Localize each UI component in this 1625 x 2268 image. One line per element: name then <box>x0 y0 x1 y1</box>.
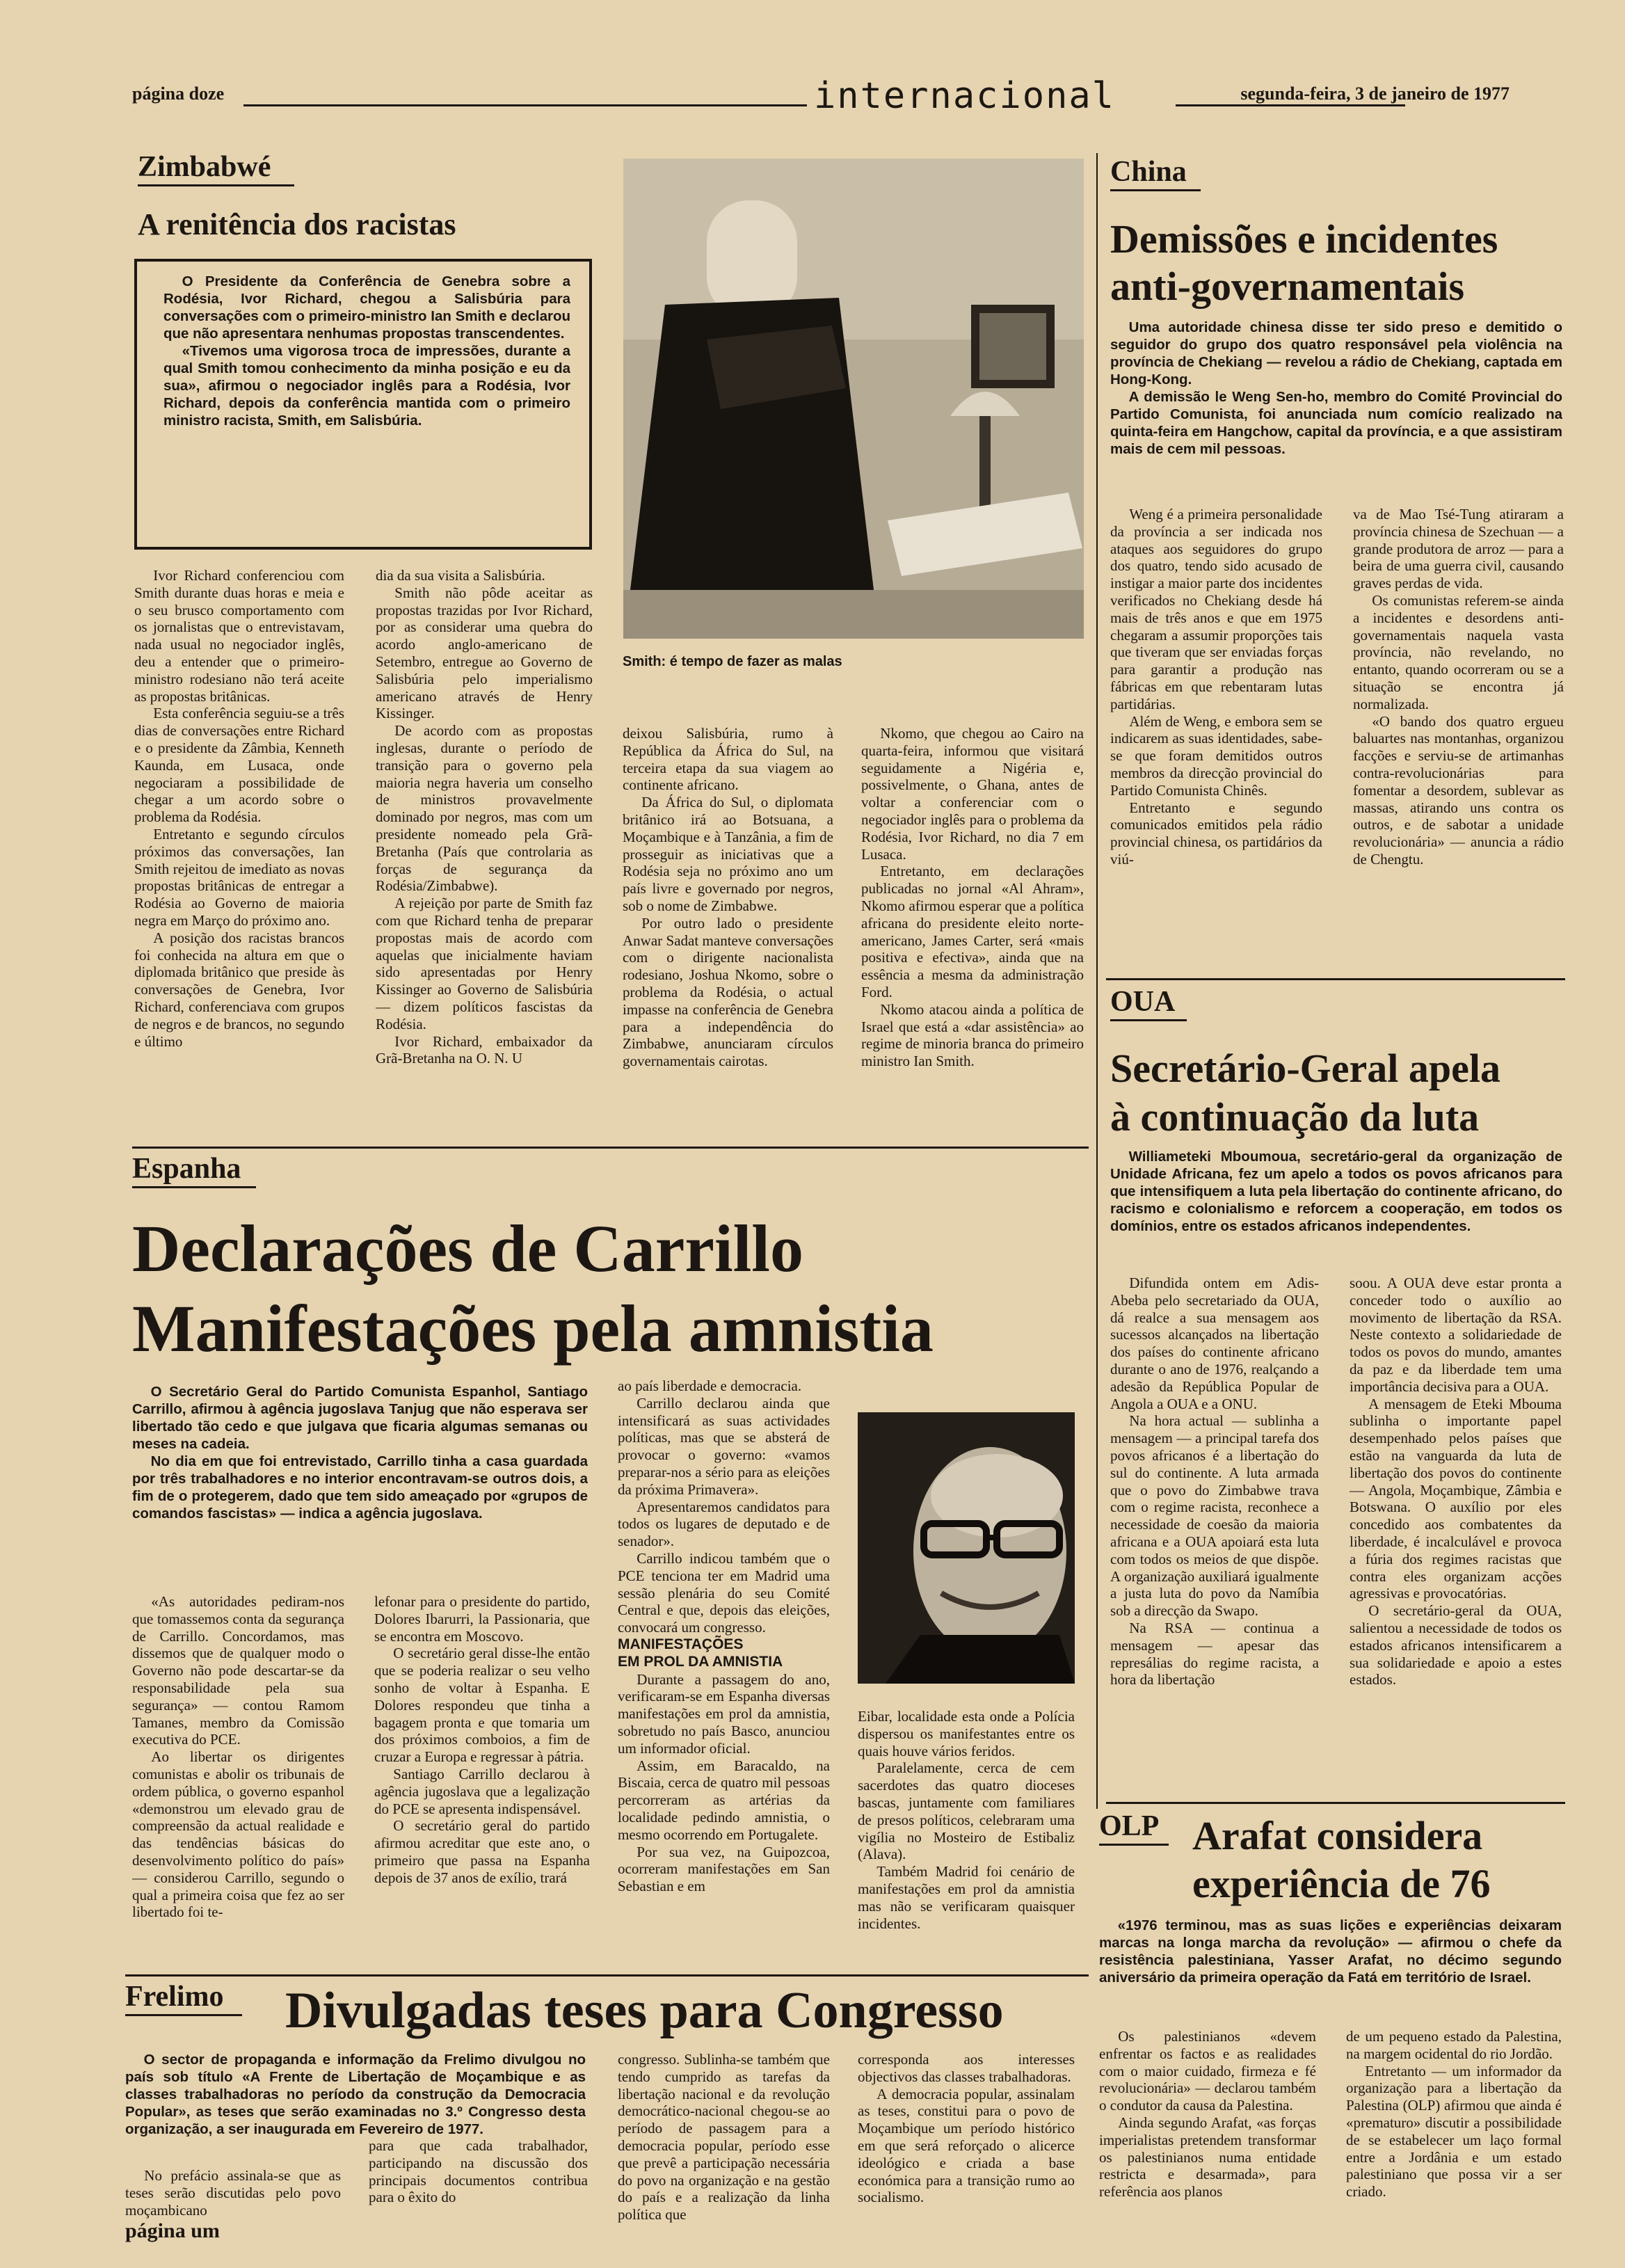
paragraph: congresso. Sublinha-se também que tendo cumprido as tarefas da libertação nacional e da revolução democrático-nacional chegou-se ao período de passagem para a democracia popular, período esse que prevê a participação necessária do povo na organização e na gestão do país e a realização da linha política que <box>618 2051 830 2223</box>
masthead <box>132 75 1510 124</box>
article-column <box>1353 506 1564 973</box>
headline-espanha-line1: Declarações de Carrillo <box>132 1211 803 1286</box>
paragraph: No prefácio assinala-se que as teses serão discutidas pelo povo moçambicano <box>125 2167 341 2219</box>
paragraph: De acordo com as propostas inglesas, durante o período de transição para o governo pela maioria negra haveria um conselho de ministros provavelmente dominado por negros, mas com um presidente nomeado pela Grã-Bretanha (País que controlaria as forças de segurança da Rodésia/Zimbabwe). <box>376 722 593 895</box>
paragraph: O secretário-geral da OUA, salientou a necessidade de todos os estados africanos intensificarem a sua solidariedade e apoio a estes estados. <box>1350 1602 1562 1688</box>
paragraph: Na hora actual — sublinha a mensagem — a principal tarefa dos povos africanos é a libertação do sul do continente. A luta armada que o povo do Zimbabwe trava com o regime racista, reconhece a necessidade de coesão da maioria africana e a OUA apoiará esta luta com todos os meios de que dispõe. A organização auxiliará igualmente a justa luta do povo da Namíbia sob a direcção da Swapo. <box>1110 1412 1319 1620</box>
paragraph: Além de Weng, e embora sem se indicarem as suas identidades, sabe-se que foram demitidos outros membros da direcção provincial do Partido Comunista Chinês. <box>1110 712 1322 799</box>
paragraph: Entretanto, em declarações publicadas no jornal «Al Ahram», Nkomo afirmou esperar que a política africana do presidente eleito norte-americano, James Carter, será «mais positiva e efectiva», ainda que na essência a mesma da administração Ford. <box>861 863 1084 1000</box>
paragraph: Paralelamente, cerca de cem sacerdotes das quatro dioceses bascas, juntamente com familiares de presos políticos, celebraram uma vigília no Mosteiro de Estibaliz (Alava). <box>858 1759 1075 1863</box>
photo-smith <box>623 159 1084 677</box>
article-column <box>125 2167 341 2265</box>
paragraph: Ainda segundo Arafat, «as forças imperialistas pretendem transformar os palestinianos numa entidade restricta e desarmada», para referência aos planos <box>1099 2114 1316 2201</box>
divider <box>1106 1802 1565 1804</box>
kicker-oua: OUA <box>1110 986 1176 1018</box>
page-jump: página um <box>125 2219 220 2243</box>
paragraph: A posição dos racistas brancos foi conhecida na altura em que o diplomada britânico que preside às conversações de Genebra, Ivor Richard, conferenciava com grupos de negros e de brancos, no segundo e último <box>134 929 344 1050</box>
paragraph: Carrillo declarou ainda que intensificará as suas actividades políticas, mas que se absterá de provocar o governo: «vamos preparar-nos a sério para as eleições da próxima Primavera». <box>618 1394 830 1498</box>
lead-paragraph: Uma autoridade chinesa disse ter sido preso e demitido o seguidor do grupo dos quatro responsável pela violência na província de Chekiang — revelou a rádio de Chekiang, captada em Hong-Kong. <box>1110 319 1562 388</box>
lead-paragraph: Williameteki Mboumoua, secretário-geral da organização de Unidade Africana, fez um apelo a todos os povos africanos para que intensifiquem a luta pela libertação do continente africano, do racismo e colonialismo e reforcem a cooperação, em todos os domínios, entre os estados africanos independentes. <box>1110 1149 1562 1234</box>
article-column <box>369 2137 588 2266</box>
paragraph: Ivor Richard, embaixador da Grã-Bretanha na O. N. U <box>376 1032 593 1067</box>
paragraph: ao país liberdade e democracia. <box>618 1377 802 1394</box>
paragraph: deixou Salisbúria, rumo à República da África do Sul, na terceira etapa da sua viagem ao continente africano. <box>623 725 833 794</box>
paragraph: Smith não pôde aceitar as propostas trazidas por Ivor Richard, por as considerar uma quebra do acordo anglo-americano de Setembro, entregue ao Governo de Salisbúria pelo imperialismo americano através de Henry Kissinger. <box>376 584 593 722</box>
kicker-underline <box>1110 1019 1187 1021</box>
subheading: EM PROL DA AMNISTIA <box>618 1653 783 1670</box>
lead-paragraph: O Secretário Geral do Partido Comunista Espanhol, Santiago Carrillo, afirmou à agência jugoslava Tanjug que não esperava ser libertado tão cedo e que julgava que ficaria algumas semanas ou meses na cadeia. <box>132 1384 588 1452</box>
lead-china <box>1110 319 1562 501</box>
paragraph: «As autoridades pediram-nos que tomassemos conta da segurança de Carrillo. Concordamos, mas dissemos que de qualquer modo o Governo não pode descartar-se da responsabilidade pela sua segurança» — contou Ramom Tamanes, membro da Comissão executiva do PCE. <box>132 1593 344 1748</box>
kicker-zimbabwe: Zimbabwé <box>138 151 271 183</box>
paragraph: lefonar para o presidente do partido, Dolores Ibarurri, la Passionaria, que se encontra em Moscovo. <box>374 1593 590 1645</box>
column-divider <box>1096 153 1098 1809</box>
article-column <box>618 2051 830 2267</box>
paragraph: Santiago Carrillo declarou à agência jugoslava que a legalização do PCE se apresenta indispensável. <box>374 1765 590 1817</box>
article-column <box>1346 2028 1562 2258</box>
paragraph: Por outro lado o presidente Anwar Sadat manteve conversações com o dirigente nacionalista rodesiano, Joshua Nkomo, sobre o problema da Rodésia, o actual impasse na conferência de Genebra para a independência do Zimbabwe, anunciaram círculos governamentais cairotas. <box>623 914 833 1070</box>
divider <box>1106 978 1565 980</box>
kicker-underline <box>1099 1844 1169 1846</box>
paragraph: Entretanto e segundo comunicados emitidos pela rádio provincial chinesa, os partidários da viú- <box>1110 799 1322 868</box>
lead-paragraph: A demissão le Weng Sen-ho, membro do Comité Provincial do Partido Comunista, foi anunciada num comício realizado na quinta-feira em Hangchow, capital da província, e a que assistiram mais de cem mil pessoas. <box>1110 389 1562 457</box>
headline-olp-line1: Arafat considera <box>1192 1813 1483 1858</box>
paragraph: de um pequeno estado da Palestina, na margem ocidental do rio Jordão. <box>1346 2028 1562 2062</box>
photo-carrillo <box>858 1412 1075 1684</box>
paragraph: O secretário geral disse-lhe então que se poderia realizar o seu velho sonho de voltar à Espanha. E Dolores respondeu que tinha a bagagem pronta e que tomaria um dos próximos comboios, a fim de cruzar a Europa e regressar à pátria. <box>374 1645 590 1766</box>
paragraph: va de Mao Tsé-Tung atiraram a província chinesa de Szechuan — a grande produtora de arroz — para a beira de uma guerra civil, causando graves perdas de vida. <box>1353 506 1564 592</box>
photo-carrillo-drawing <box>858 1412 1075 1684</box>
headline-china-line2: anti-governamentais <box>1110 264 1465 309</box>
paragraph: O secretário geral do partido afirmou acreditar que este ano, o primeiro que passa na Espanha depois de 37 anos de exílio, trará <box>374 1817 590 1886</box>
photo-caption-smith: Smith: é tempo de fazer as malas <box>623 654 842 669</box>
lead-paragraph: No dia em que foi entrevistado, Carrillo tinha a casa guardada por três trabalhadores e no interior encontravam-se outros dois, a fim de o protegerem, dado que tem sido ameaçado por «grupos de comandos fascistas» — indica a agência jugoslava. <box>132 1453 588 1522</box>
masthead-rule-right <box>1176 104 1405 106</box>
section-title: internacional <box>814 75 1115 117</box>
paragraph: Assim, em Baracaldo, na Biscaia, cerca de quatro mil pessoas percorreram as artérias da localidade pedindo amnistia, o mesmo ocorrendo em Portugalete. <box>618 1757 830 1843</box>
article-column <box>134 567 344 1137</box>
article-column <box>1350 1275 1562 1796</box>
paragraph: Entretanto e segundo círculos próximos das conversações, Ian Smith rejeitou de imediato as novas propostas britânicas de entregar a Rodésia ao Governo de maioria negra em Março do próximo ano. <box>134 825 344 929</box>
paragraph: Nkomo, que chegou ao Cairo na quarta-feira, informou que visitará seguidamente a Nigéria e, possivelmente, o Ghana, antes de voltar a conferenciar com o negociador inglês para o problema da Rodésia, Ivor Richard, no dia 7 em Lusaca. <box>861 725 1084 863</box>
article-column <box>1099 2028 1316 2258</box>
lead-paragraph: O sector de propaganda e informação da Frelimo divulgou no país sob título «A Frente de Libertação de Moçambique e as classes trabalhadoras no período da construção da Democracia Popular», as teses que serão examinadas no 3.º Congresso desta organização, a ser inaugurada em Fevereiro de 1977. <box>125 2052 586 2137</box>
divider <box>132 1147 1089 1149</box>
article-column <box>858 1708 1075 1969</box>
paragraph: Também Madrid foi cenário de manifestações em prol da amnistia mas não se verificaram quaisquer incidentes. <box>858 1863 1075 1932</box>
paragraph: Ivor Richard conferenciou com Smith durante duas horas e meia e o seu brusco comportamento com os jornalistas que o entrevistavam, nada usual no negociador inglês, deu a entender que o primeiro-ministro rodesiano não terá aceite as propostas britânicas. <box>134 567 344 705</box>
kicker-underline <box>1110 189 1201 191</box>
lead-espanha <box>132 1383 588 1613</box>
paragraph: A democracia popular, assinalam as teses, constitui para o povo de Moçambique um período histórico em que será reforçado o alicerce ideológico e criada a base económica para a transição rumo ao socialismo. <box>858 2085 1075 2206</box>
paragraph: Nkomo atacou ainda a política de Israel que está a «dar assistência» ao regime de minoria branca do primeiro ministro Ian Smith. <box>861 1000 1084 1070</box>
headline-zimbabwe: A renitência dos racistas <box>138 207 456 241</box>
kicker-underline <box>132 1186 256 1188</box>
lead-olp <box>1099 1917 1562 2009</box>
lead-paragraph: «Tivemos uma vigorosa troca de impressões, durante a qual Smith tomou conhecimento da minha posição e eu da sua», afirmou o negociador inglês para a Rodésia, Ivor Richard, depois da conferência mantida com o primeiro ministro racista, Smith, em Salisbúria. <box>163 343 570 429</box>
masthead-rule-left <box>243 104 807 106</box>
page-label: página doze <box>132 83 225 104</box>
kicker-frelimo: Frelimo <box>125 1981 224 2013</box>
paragraph: Na RSA — continua a mensagem — apesar das represálias do regime racista, a hora da libertação <box>1110 1619 1319 1688</box>
lead-zimbabwe <box>163 273 570 537</box>
paragraph: Os comunistas referem-se ainda a incidentes e desordens anti-governamentais naquela vasta província, não revelando, no entanto, quando ocorreram ou se a situação se encontra já normalizada. <box>1353 591 1564 712</box>
paragraph: Carrillo indicou também que o PCE tenciona ter em Madrid uma sessão plenária do seu Comité Central e que, depois das eleições, convocará um congresso. <box>618 1549 830 1636</box>
kicker-china: China <box>1110 156 1187 188</box>
lead-paragraph: «1976 terminou, mas as suas lições e experiências deixaram marcas na longa marcha da revolução» — afirmou o chefe da resistência palestiniana, Yasser Arafat, no décimo segundo aniversário da primeira operação da Fatá em território de Israel. <box>1099 1917 1562 1986</box>
article-column <box>376 567 593 1137</box>
paragraph: Eibar, localidade esta onde a Polícia dispersou os manifestantes entre os quais houve vários feridos. <box>858 1708 1075 1759</box>
paragraph: Apresentaremos candidatos para todos os lugares de deputado e de senador». <box>618 1498 830 1550</box>
paragraph: Durante a passagem do ano, verificaram-se em Espanha diversas manifestações em prol da amnistia, sobretudo no país Basco, anunciou um informador oficial. <box>618 1670 830 1757</box>
paragraph: Esta conferência seguiu-se a três dias de conversações entre Richard e o presidente da Zâmbia, Kenneth Kaunda, em Lusaca, onde negociaram a possibilidade de chegar a um acordo sobre o problema da Rodésia. <box>134 705 344 826</box>
article-column <box>1110 506 1322 973</box>
headline-oua-line2: à continuação da luta <box>1110 1094 1480 1140</box>
article-column <box>374 1593 590 1969</box>
paragraph: soou. A OUA deve estar pronta a conceder todo o auxílio ao movimento de libertação da RSA. Neste contexto a solidariedade de todos os povos do mundo, amantes da paz e da liberdade tem uma importância decisiva para a OUA. <box>1350 1275 1562 1395</box>
article-column <box>1110 1275 1319 1796</box>
kicker-olp: OLP <box>1099 1810 1160 1842</box>
paragraph: Ao libertar os dirigentes comunistas e abolir os tribunais de ordem pública, o governo espanhol «demonstrou um elevado grau de compreensão da actual realidade e das tendências básicas do desenvolvimento político do país» — considerou Carrillo, segundo o qual a primeira coisa que fez ao ser libertado foi te- <box>132 1748 344 1921</box>
paragraph: para que cada trabalhador, participando na discussão dos principais documentos contribua para o êxito do <box>369 2137 588 2206</box>
issue-date: segunda-feira, 3 de janeiro de 1977 <box>1240 83 1510 104</box>
photo-smith-drawing <box>623 159 1084 677</box>
paragraph: dia da sua visita a Salisbúria. <box>376 567 545 584</box>
article-column <box>623 725 833 1135</box>
kicker-espanha: Espanha <box>132 1153 241 1185</box>
paragraph: A mensagem de Eteki Mbouma sublinha o importante papel desempenhado pelos países que estão na vanguarda da luta de libertação dos povos do continente — Angola, Moçambique, Zâmbia e Botswana. O auxílio por eles concedido aos combatentes da liberdade, é incalculável e provoca a fúria dos regimes racistas que contra eles organizam acções agressivas e provocatórias. <box>1350 1395 1562 1602</box>
paragraph: Difundida ontem em Adis-Abeba pelo secretariado da OUA, dá realce a sua mensagem aos sucessos alcançados na libertação dos países do continente africano durante o ano de 1976, realçando a adesão da República Popular de Angola a OUA e a ONU. <box>1110 1275 1319 1412</box>
paragraph: Da África do Sul, o diplomata britânico irá ao Botsuana, a Moçambique e à Tanzânia, a fim de prosseguir as iniciativas que a Rodésia seja no próximo ano um país livre e governado por negros, sob o nome de Zimbabwe. <box>623 794 833 914</box>
headline-espanha-line2: Manifestações pela amnistia <box>132 1291 934 1366</box>
kicker-underline <box>138 184 294 186</box>
headline-olp-line2: experiência de 76 <box>1192 1861 1491 1906</box>
article-column <box>858 2051 1075 2267</box>
subheading: MANIFESTAÇÕES <box>618 1636 744 1652</box>
headline-china-line1: Demissões e incidentes <box>1110 216 1498 262</box>
paragraph: Weng é a primeira personalidade da província a ser indicada nos ataques aos seguidores do grupo dos quatro, tendo sido acusado de instigar a maior parte dos incidentes verificados no Chekiang desde há mais de três anos e que em 1975 chegaram a assumir proporções tais que tiveram que ser enviadas forças para garantir a produção nas fábricas em que rebentaram lutas partidárias. <box>1110 506 1322 712</box>
kicker-underline <box>125 2014 242 2016</box>
paragraph: Os palestinianos «devem enfrentar os factos e as realidades com o maior cuidado, firmeza e fé revolucionária» — declarou também o condutor da causa da Palestina. <box>1099 2028 1316 2114</box>
headline-oua-line1: Secretário-Geral apela <box>1110 1046 1500 1091</box>
lead-paragraph: O Presidente da Conferência de Genebra sobre a Rodésia, Ivor Richard, chegou a Salisbúria para conversações com o primeiro-ministro Ian Smith e declarou que não apresentara nenhumas propostas transcendentes. <box>163 273 570 342</box>
headline-frelimo: Divulgadas teses para Congresso <box>285 1982 1004 2039</box>
article-column <box>132 1593 344 1969</box>
paragraph: A rejeição por parte de Smith faz com que Richard tenha de preparar propostas mais de acordo com aquelas que inicialmente haviam sido apresentadas por Henry Kissinger ao Governo de Salisbúria — dizem políticos fascistas da Rodésia. <box>376 895 593 1032</box>
divider <box>125 1974 1089 1976</box>
paragraph: Entretanto — um informador da organização para a libertação da Palestina (OLP) afirmou que ainda é «prematuro» discutir a possibilidade de se estabelecer um laço formal entre a Jordânia e um estado palestiniano que possa vir a ser criado. <box>1346 2062 1562 2201</box>
paragraph: Por sua vez, na Guipozcoa, ocorreram manifestações em San Sebastian e em <box>618 1843 830 1895</box>
lead-oua <box>1110 1148 1562 1275</box>
paragraph: corresponda aos interesses objectivos das classes trabalhadoras. <box>858 2051 1075 2085</box>
article-column <box>861 725 1084 1135</box>
paragraph: «O bando dos quatro ergueu baluartes nas montanhas, organizou facções e serviu-se de artimanhas contra-revolucionárias para fomentar a desordem, sublevar as massas, atirando uns contra os outros, e de sabotar a unidade revolucionária» — anuncia a rádio de Chengtu. <box>1353 712 1564 868</box>
article-column <box>618 1377 830 1969</box>
